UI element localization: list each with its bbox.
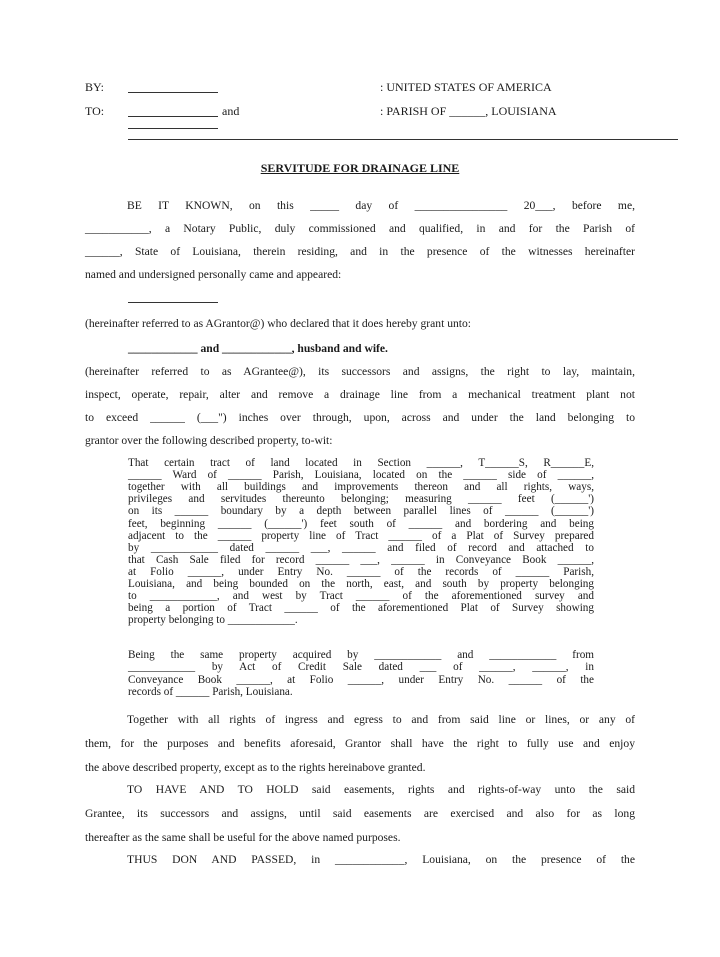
- description-line: to ____________, and west by Tract ______ of the aforementioned survey and: [128, 590, 594, 603]
- para1-line2: ___________, a Notary Public, duly commissioned and qualified, in and for the Parish of: [85, 222, 635, 235]
- by-label: BY:: [85, 80, 104, 94]
- acquired-line: Being the same property acquired by ____________ and ____________ from: [128, 649, 594, 661]
- parish-line: : PARISH OF ______, LOUISIANA: [380, 104, 557, 118]
- description-line: on its ______ boundary by a depth between parallel lines of ______ (______'): [128, 505, 594, 518]
- description-line: property belonging to ____________.: [128, 614, 298, 627]
- to-blank-2: [128, 128, 218, 129]
- description-line: at Folio ______, under Entry No. ______ of the records of ______ Parish,: [128, 565, 594, 578]
- para1-line3: ______, State of Louisiana, therein residing, and in the presence of the witnesses hereinafter: [85, 245, 635, 258]
- para4-line3: thereafter as the same shall be useful for the above named purposes.: [85, 831, 401, 844]
- acquired-line: Conveyance Book ______, at Folio ______, under Entry No. ______ of the: [128, 673, 594, 686]
- by-blank: [128, 92, 218, 93]
- para2-line2: inspect, operate, repair, alter and remove a drainage line from a mechanical treatment plant not: [85, 388, 635, 401]
- para1-line1: BE IT KNOWN, on this _____ day of ________________ 20___, before me,: [127, 199, 635, 212]
- to-blank: [128, 116, 218, 117]
- to-label: TO:: [85, 104, 105, 118]
- description-line: ______ Ward of ______ Parish, Louisiana, located on the ______ side of ______,: [128, 469, 594, 482]
- document-title: SERVITUDE FOR DRAINAGE LINE: [260, 161, 460, 175]
- header-divider: [128, 139, 678, 140]
- description-line: adjacent to the ______ property line of Tract ______ of a Plat of Survey prepared: [128, 529, 594, 542]
- para3-line2: them, for the purposes and benefits aforesaid, Grantor shall have the right to fully use and enjoy: [85, 737, 635, 750]
- description-line: That certain tract of land located in Section ______, T______S, R______E,: [128, 457, 594, 469]
- description-line: together with all buildings and improvements thereon and all rights, ways,: [128, 481, 594, 494]
- grantor-blank: [128, 302, 218, 303]
- para2-line4: grantor over the following described property, to-wit:: [85, 434, 333, 447]
- para2-line1: (hereinafter referred to as AGrantee@), its successors and assigns, the right to lay, maintain,: [85, 365, 635, 378]
- description-line: privileges and servitudes thereunto belonging; measuring ______ feet (______'): [128, 493, 594, 506]
- description-line: being a portion of Tract ______ of the aforementioned Plat of Survey showing: [128, 602, 594, 615]
- grantor-line: (hereinafter referred to as AGrantor@) who declared that it does hereby grant unto:: [85, 317, 472, 330]
- description-line: that Cash Sale filed for record ______ ___, ______ in Conveyance Book ______,: [128, 553, 594, 566]
- grantee-names: ____________ and ____________, husband and wife.: [128, 342, 388, 355]
- para1-line4: named and undersigned personally came and appeared:: [85, 268, 342, 281]
- para5-line1: THUS DON AND PASSED, in ____________, Louisiana, on the presence of the: [127, 853, 635, 866]
- country-line: : UNITED STATES OF AMERICA: [380, 80, 552, 94]
- description-line: by ____________ dated ______ ___, ______ and filed of record and attached to: [128, 541, 594, 554]
- para4-line1: TO HAVE AND TO HOLD said easements, rights and rights-of-way unto the said: [127, 783, 635, 796]
- acquired-line: records of ______ Parish, Louisiana.: [128, 685, 293, 698]
- para2-line3: to exceed ______ (___") inches over through, upon, across and under the land belonging to: [85, 411, 635, 424]
- acquired-line: ____________ by Act of Credit Sale dated ___ of ______, ______, in: [128, 661, 594, 674]
- to-and: and: [222, 104, 240, 118]
- para3-line1: Together with all rights of ingress and egress to and from said line or lines, or any of: [127, 713, 635, 726]
- para3-line3: the above described property, except as to the rights hereinabove granted.: [85, 761, 426, 774]
- description-line: feet, beginning ______ (______') feet south of ______ and bordering and being: [128, 517, 594, 530]
- description-line: Louisiana, and being bounded on the north, east, and south by property belonging: [128, 578, 594, 590]
- para4-line2: Grantee, its successors and assigns, until said easements are exercised and also for as long: [85, 807, 635, 820]
